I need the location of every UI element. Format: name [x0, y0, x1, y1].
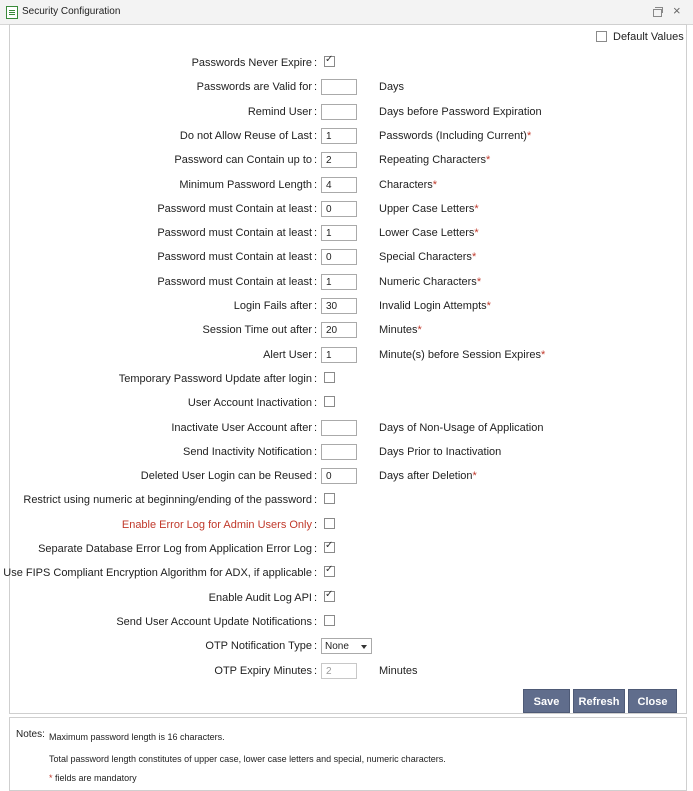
label-colon: :	[314, 446, 318, 458]
setting-suffix	[379, 276, 481, 288]
setting-row	[0, 128, 693, 146]
setting-input[interactable]: 1	[321, 347, 357, 363]
setting-suffix	[379, 300, 491, 312]
label-colon: :	[314, 106, 318, 118]
checkbox-wrapper	[324, 491, 335, 505]
window-close-icon[interactable]: ×	[673, 3, 681, 18]
required-asterisk: *	[432, 179, 438, 191]
checkbox-wrapper	[324, 589, 335, 603]
required-asterisk: *	[526, 130, 532, 142]
note-line: Maximum password length is 16 characters.	[49, 732, 225, 742]
setting-input[interactable]: 4	[321, 177, 357, 193]
setting-row	[0, 249, 693, 267]
setting-row	[0, 322, 693, 340]
setting-checkbox[interactable]	[324, 493, 335, 504]
setting-label: Deleted User Login can be Reused	[140, 470, 312, 482]
label-colon: :	[314, 251, 318, 263]
setting-checkbox[interactable]	[324, 518, 335, 529]
suffix-text: Minutes	[379, 324, 418, 336]
setting-label: Send Inactivity Notification	[182, 446, 312, 458]
setting-input[interactable]	[321, 420, 357, 436]
suffix-text: Days	[379, 81, 405, 93]
label-colon: :	[314, 665, 318, 677]
label-colon: :	[314, 349, 318, 361]
setting-input[interactable]: 1	[321, 274, 357, 290]
setting-input[interactable]: 1	[321, 128, 357, 144]
required-asterisk: *	[486, 154, 491, 166]
checkbox-wrapper	[324, 516, 335, 530]
input-wrapper	[321, 152, 357, 168]
setting-row	[0, 104, 693, 122]
setting-label: Enable Error Log for Admin Users Only	[121, 519, 312, 531]
setting-suffix	[379, 106, 542, 118]
suffix-text: Invalid Login Attempts	[379, 300, 487, 312]
input-wrapper	[321, 322, 357, 338]
refresh-button[interactable]: Refresh	[573, 689, 625, 713]
setting-label: Separate Database Error Log from Application Error Log	[38, 543, 312, 555]
setting-row	[0, 347, 693, 365]
label-colon: :	[314, 470, 318, 482]
setting-suffix	[379, 179, 437, 191]
setting-input[interactable]: 1	[321, 225, 357, 241]
input-wrapper	[321, 420, 357, 436]
label-colon: :	[314, 397, 318, 409]
label-colon: :	[314, 592, 318, 604]
input-wrapper	[321, 274, 357, 290]
required-asterisk: *	[49, 773, 53, 783]
setting-suffix	[379, 422, 543, 434]
setting-row	[0, 371, 693, 389]
setting-input[interactable]	[321, 444, 357, 460]
label-colon: :	[314, 373, 318, 385]
setting-checkbox[interactable]	[324, 615, 335, 626]
setting-label: Enable Audit Log API	[208, 592, 312, 604]
required-asterisk: *	[417, 324, 422, 336]
setting-row	[0, 79, 693, 97]
setting-label: Session Time out after	[202, 324, 312, 336]
setting-suffix	[379, 81, 404, 93]
label-colon: :	[314, 567, 318, 579]
required-asterisk: *	[541, 349, 546, 361]
label-colon: :	[314, 179, 318, 191]
input-wrapper	[321, 298, 357, 314]
setting-input[interactable]: 30	[321, 298, 357, 314]
checkbox-wrapper	[324, 540, 335, 554]
setting-row	[0, 638, 693, 656]
checkbox-wrapper	[324, 394, 335, 408]
setting-row	[0, 152, 693, 170]
setting-label: Use FIPS Compliant Encryption Algorithm for ADX, if applicable	[3, 567, 312, 579]
setting-row	[0, 420, 693, 438]
input-wrapper	[321, 177, 357, 193]
save-button[interactable]: Save	[523, 689, 570, 713]
label-colon: :	[314, 300, 318, 312]
setting-label: Login Fails after	[233, 300, 312, 312]
setting-label: Password must Contain at least	[157, 203, 312, 215]
required-asterisk: *	[471, 251, 477, 263]
setting-row	[0, 274, 693, 292]
setting-suffix	[379, 251, 476, 263]
label-colon: :	[314, 543, 318, 555]
setting-row	[0, 492, 693, 510]
setting-checkbox[interactable]	[324, 591, 335, 602]
note-line: Total password length constitutes of upper case, lower case letters and special, numeric characters.	[49, 754, 446, 764]
setting-label: Password must Contain at least	[157, 227, 312, 239]
suffix-text: Days Prior to Inactivation	[379, 446, 502, 458]
setting-label: Password can Contain up to	[174, 154, 312, 166]
suffix-text: Characters	[379, 179, 433, 191]
setting-row	[0, 201, 693, 219]
setting-checkbox[interactable]	[324, 56, 335, 67]
setting-checkbox[interactable]	[324, 396, 335, 407]
setting-label: Restrict using numeric at beginning/ending of the password	[23, 494, 312, 506]
setting-row	[0, 663, 693, 681]
input-wrapper	[321, 249, 357, 265]
label-colon: :	[314, 227, 318, 239]
setting-label: Minimum Password Length	[179, 179, 312, 191]
setting-suffix	[379, 446, 501, 458]
setting-suffix	[379, 227, 479, 239]
setting-suffix	[379, 349, 545, 361]
suffix-text: Numeric Characters	[379, 276, 477, 288]
select-value: None	[325, 641, 349, 652]
select-wrapper	[321, 638, 372, 654]
suffix-text: Repeating Characters	[379, 154, 487, 166]
input-wrapper	[321, 347, 357, 363]
required-asterisk: *	[476, 276, 482, 288]
input-wrapper	[321, 468, 357, 484]
label-colon: :	[314, 154, 318, 166]
setting-label: Passwords Never Expire	[191, 57, 312, 69]
setting-suffix	[379, 665, 418, 677]
required-asterisk: *	[474, 203, 479, 215]
label-colon: :	[314, 324, 318, 336]
setting-row	[0, 590, 693, 608]
checkbox-wrapper	[324, 54, 335, 68]
setting-input[interactable]	[321, 79, 357, 95]
setting-label: Password must Contain at least	[157, 251, 312, 263]
setting-label: Temporary Password Update after login	[118, 373, 312, 385]
label-colon: :	[314, 57, 318, 69]
suffix-text: Days after Deletion	[379, 470, 473, 482]
input-wrapper	[321, 444, 357, 460]
checkbox-wrapper	[324, 564, 335, 578]
setting-input[interactable]	[321, 104, 357, 120]
setting-suffix	[379, 154, 490, 166]
setting-label: Inactivate User Account after	[171, 422, 312, 434]
required-asterisk: *	[472, 470, 477, 482]
setting-row	[0, 565, 693, 583]
input-wrapper	[321, 104, 357, 120]
suffix-text: Days of Non-Usage of Application	[379, 422, 544, 434]
input-wrapper	[321, 79, 357, 95]
label-colon: :	[314, 276, 318, 288]
setting-row	[0, 541, 693, 559]
setting-suffix	[379, 130, 531, 142]
setting-label: User Account Inactivation	[187, 397, 312, 409]
setting-suffix	[379, 324, 422, 336]
setting-checkbox[interactable]	[324, 542, 335, 553]
setting-suffix	[379, 470, 477, 482]
setting-row	[0, 55, 693, 73]
checkbox-wrapper	[324, 613, 335, 627]
setting-input[interactable]: 0	[321, 201, 357, 217]
setting-label: OTP Expiry Minutes	[214, 665, 312, 677]
setting-input[interactable]: 0	[321, 249, 357, 265]
setting-label: Password must Contain at least	[157, 276, 312, 288]
window-app-icon	[6, 6, 18, 19]
close-button[interactable]: Close	[628, 689, 677, 713]
label-colon: :	[314, 422, 318, 434]
label-colon: :	[314, 616, 318, 628]
setting-label: Do not Allow Reuse of Last	[179, 130, 312, 142]
input-wrapper	[321, 663, 357, 679]
setting-label: Passwords are Valid for	[196, 81, 312, 93]
window-title: Security Configuration	[22, 6, 121, 17]
label-colon: :	[314, 130, 318, 142]
suffix-text: Upper Case Letters	[379, 203, 475, 215]
setting-label: OTP Notification Type	[205, 640, 312, 652]
mandatory-note-text: fields are mandatory	[55, 773, 137, 783]
input-wrapper	[321, 225, 357, 241]
setting-row	[0, 225, 693, 243]
suffix-text: Minute(s) before Session Expires	[379, 349, 542, 361]
setting-label: Remind User	[247, 106, 312, 118]
checkbox-wrapper	[324, 370, 335, 384]
notes-heading: Notes:	[16, 729, 45, 740]
label-colon: :	[314, 203, 318, 215]
setting-row	[0, 177, 693, 195]
setting-input: 2	[321, 663, 357, 679]
required-asterisk: *	[486, 300, 491, 312]
input-wrapper	[321, 128, 357, 144]
setting-row	[0, 517, 693, 535]
setting-suffix	[379, 203, 479, 215]
default-values-label: Default Values	[613, 31, 684, 43]
setting-row	[0, 298, 693, 316]
setting-checkbox[interactable]	[324, 372, 335, 383]
required-asterisk: *	[474, 227, 479, 239]
label-colon: :	[314, 640, 318, 652]
setting-row	[0, 395, 693, 413]
suffix-text: Minutes	[379, 665, 418, 677]
setting-checkbox[interactable]	[324, 566, 335, 577]
label-colon: :	[314, 81, 318, 93]
setting-row	[0, 444, 693, 462]
title-bar	[0, 0, 693, 25]
input-wrapper	[321, 201, 357, 217]
setting-row	[0, 614, 693, 632]
otp-notification-select[interactable]	[321, 638, 372, 654]
label-colon: :	[314, 519, 318, 531]
suffix-text: Special Characters	[379, 251, 472, 263]
restore-icon[interactable]	[653, 9, 662, 17]
setting-input[interactable]: 0	[321, 468, 357, 484]
notes-panel	[9, 717, 687, 791]
setting-input[interactable]: 20	[321, 322, 357, 338]
suffix-text: Lower Case Letters	[379, 227, 475, 239]
default-values-checkbox[interactable]	[596, 31, 607, 42]
setting-label: Alert User	[263, 349, 312, 361]
label-colon: :	[314, 494, 318, 506]
setting-row	[0, 468, 693, 486]
setting-input[interactable]: 2	[321, 152, 357, 168]
mandatory-note	[49, 773, 137, 783]
setting-label: Send User Account Update Notifications	[116, 616, 312, 628]
chevron-down-icon	[361, 645, 367, 649]
suffix-text: Passwords (Including Current)	[379, 130, 527, 142]
suffix-text: Days before Password Expiration	[379, 106, 542, 118]
